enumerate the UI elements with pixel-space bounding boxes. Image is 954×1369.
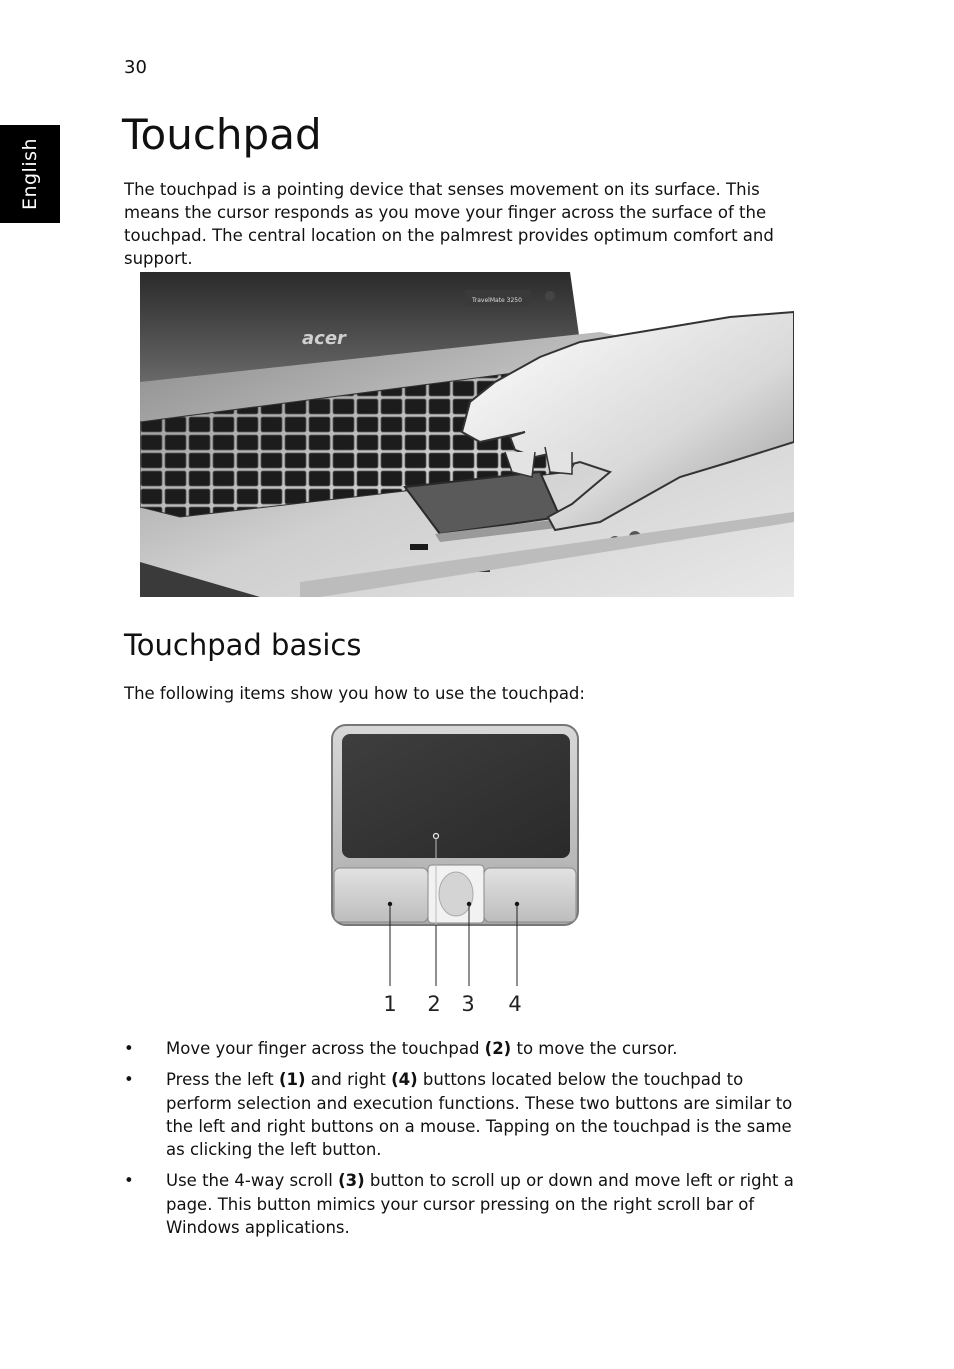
- list-item: [124, 1037, 814, 1060]
- page-title: Touchpad: [122, 110, 322, 159]
- language-tab: [0, 125, 60, 223]
- bullet-text: to move the cursor.: [511, 1039, 678, 1058]
- section-subtitle: Touchpad basics: [124, 628, 362, 662]
- list-item: [124, 1068, 814, 1161]
- touchpad-diagram: [320, 720, 590, 1020]
- left-button: [334, 868, 428, 922]
- touchpad-surface: [342, 734, 570, 858]
- callout-1: 1: [383, 992, 397, 1016]
- instruction-list: [124, 1037, 814, 1247]
- callout-4: 4: [508, 992, 522, 1016]
- bullet-marker: •: [124, 1039, 134, 1058]
- model-badge: TravelMate 3250: [472, 297, 522, 304]
- bullet-ref: (1): [278, 1070, 306, 1090]
- intro-paragraph: The touchpad is a pointing device that senses movement on its surface. This means the cursor responds as you move your finger across the surface of the touchpad. The central location on the palmrest provides optimum comfort and support.: [124, 180, 774, 268]
- bullet-text: buttons located below the touchpad to perform selection and execution functions. These two buttons are similar to the left and right buttons on a mouse. Tapping on the touchpad is the same as clicking the left button.: [166, 1070, 793, 1160]
- right-button: [484, 868, 576, 922]
- laptop-touchpad-photo: [140, 272, 794, 597]
- bullet-marker: •: [124, 1171, 134, 1191]
- bullet-ref: (2): [484, 1039, 512, 1058]
- bullet-ref: (4): [391, 1070, 418, 1090]
- page-number: 30: [124, 57, 147, 78]
- bullet-marker: •: [124, 1070, 134, 1090]
- bullet-text: Press the left: [166, 1070, 279, 1090]
- acer-logo: acer: [302, 328, 346, 349]
- callout-2: 2: [427, 992, 441, 1016]
- bullet-ref: (3): [338, 1171, 365, 1191]
- basics-lead-text: The following items show you how to use the touchpad:: [124, 684, 585, 703]
- list-item: [124, 1169, 814, 1239]
- bullet-text: Move your finger across the touchpad: [166, 1039, 485, 1058]
- bullet-text: and right: [305, 1070, 392, 1090]
- callout-3: 3: [461, 992, 475, 1016]
- bullet-text: button to scroll up or down and move left or right a page. This button mimics your cursor pressing on the right scroll bar of Windows applications.: [166, 1171, 794, 1238]
- bullet-text: Use the 4-way scroll: [166, 1171, 339, 1191]
- language-tab-label: English: [19, 137, 41, 211]
